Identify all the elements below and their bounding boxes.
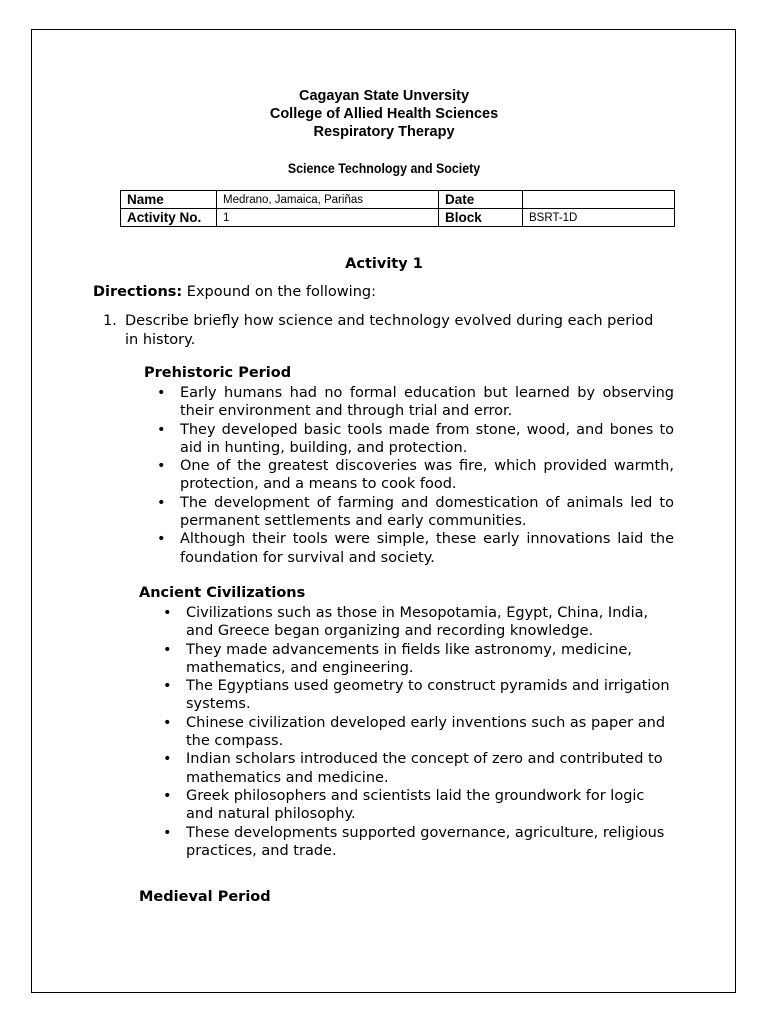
section-title-prehistoric: Prehistoric Period	[144, 365, 292, 381]
date-value	[523, 191, 675, 209]
program-name: Respiratory Therapy	[313, 124, 455, 140]
info-row-name	[121, 191, 675, 209]
name-value: Medrano, Jamaica, Pariñas	[217, 191, 439, 209]
activity-title: Activity 1	[345, 256, 423, 272]
question-number: 1.	[103, 313, 117, 329]
block-label: Block	[439, 209, 523, 227]
subject-title: Science Technology and Society	[287, 161, 481, 176]
list-item: • One of the greatest discoveries was fire, which provided warmth, protection, and a means to cook food.	[180, 457, 674, 494]
list-item: • These developments supported governance, agriculture, religious practices, and trade.	[186, 824, 676, 861]
college-name: College of Allied Health Sciences	[269, 106, 499, 122]
list-item: • Indian scholars introduced the concept of zero and contributed to mathematics and medicine.	[186, 750, 676, 787]
list-item: • Chinese civilization developed early inventions such as paper and the compass.	[186, 714, 676, 751]
ancient-list	[186, 604, 676, 860]
question-1	[103, 312, 663, 349]
section-title-ancient: Ancient Civilizations	[139, 585, 306, 601]
list-item: • Although their tools were simple, these early innovations laid the foundation for survival and society.	[180, 530, 674, 567]
info-row-activity	[121, 209, 675, 227]
directions	[93, 284, 376, 300]
university-name: Cagayan State Unversity	[298, 88, 470, 104]
block-value: BSRT-1D	[523, 209, 675, 227]
name-label: Name	[121, 191, 217, 209]
list-item: • Early humans had no formal education but learned by observing their environment and through trial and error.	[180, 384, 674, 421]
list-item: • They made advancements in fields like astronomy, medicine, mathematics, and engineering.	[186, 641, 676, 678]
directions-text: Expound on the following:	[182, 284, 376, 300]
activity-value: 1	[217, 209, 439, 227]
prehistoric-list	[180, 384, 674, 567]
directions-label: Directions:	[93, 284, 183, 300]
list-item: • Greek philosophers and scientists laid the groundwork for logic and natural philosophy.	[186, 787, 676, 824]
activity-label: Activity No.	[121, 209, 217, 227]
list-item: • The development of farming and domestication of animals led to permanent settlements and early communities.	[180, 494, 674, 531]
list-item: • They developed basic tools made from stone, wood, and bones to aid in hunting, building, and protection.	[180, 421, 674, 458]
question-text: Describe briefly how science and technology evolved during each period in history.	[125, 313, 654, 348]
date-label: Date	[439, 191, 523, 209]
student-info-table	[120, 190, 675, 227]
section-title-medieval: Medieval Period	[139, 889, 271, 905]
list-item: • The Egyptians used geometry to construct pyramids and irrigation systems.	[186, 677, 676, 714]
list-item: • Civilizations such as those in Mesopotamia, Egypt, China, India, and Greece began organizing and recording knowledge.	[186, 604, 676, 641]
